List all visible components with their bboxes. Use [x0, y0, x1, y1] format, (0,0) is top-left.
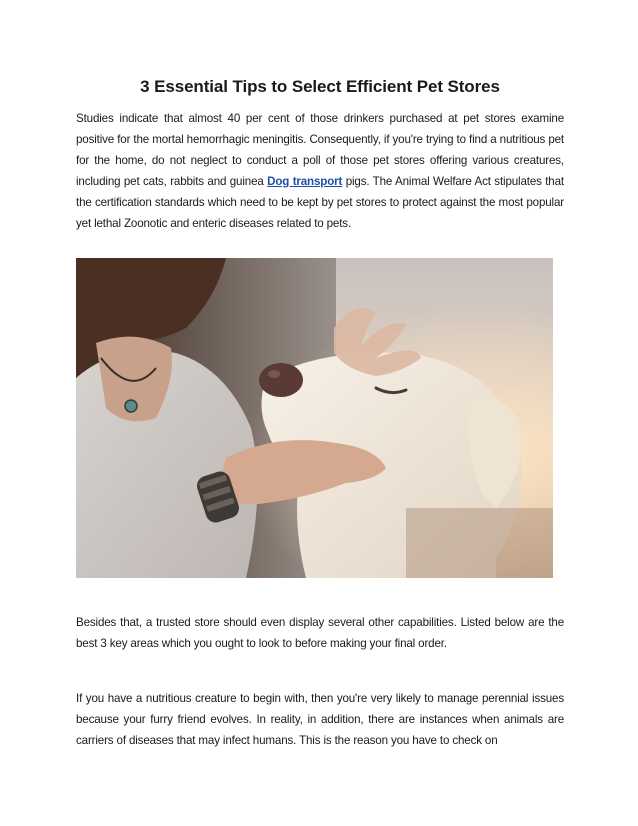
capabilities-paragraph: Besides that, a trusted store should even display several other capabilities. Listed below are the best 3 key areas which you ought to look to before making your final order.: [76, 616, 564, 650]
article-title: 3 Essential Tips to Select Efficient Pet Stores: [140, 77, 500, 96]
health-paragraph: If you have a nutritious creature to begin with, then you're very likely to manage perennial issues because your furry friend evolves. In reality, in addition, there are instances when animals are carriers of diseases that may infect humans. This is the reason you have to check on: [76, 692, 564, 747]
intro-text-before-link: Studies indicate that almost 40 per cent of those drinkers purchased at pet stores examine positive for the mortal hemorrhagic meningitis. Consequently, if you're trying to find a nutritious pet for the home, do not neglect to conduct a poll of those pet stores offering various creatures, including pet cats, rabbits and guinea: [76, 112, 564, 188]
intro-text-after-link: pigs. The Animal Welfare Act stipulates that the certification standards which need to be kept by pet stores to protect against the most popular yet lethal Zoonotic and enteric diseases related to pets.: [76, 175, 564, 230]
dog-photo: [76, 258, 553, 578]
dog-transport-link[interactable]: Dog transport: [267, 175, 343, 188]
intro-paragraph: [76, 108, 564, 234]
